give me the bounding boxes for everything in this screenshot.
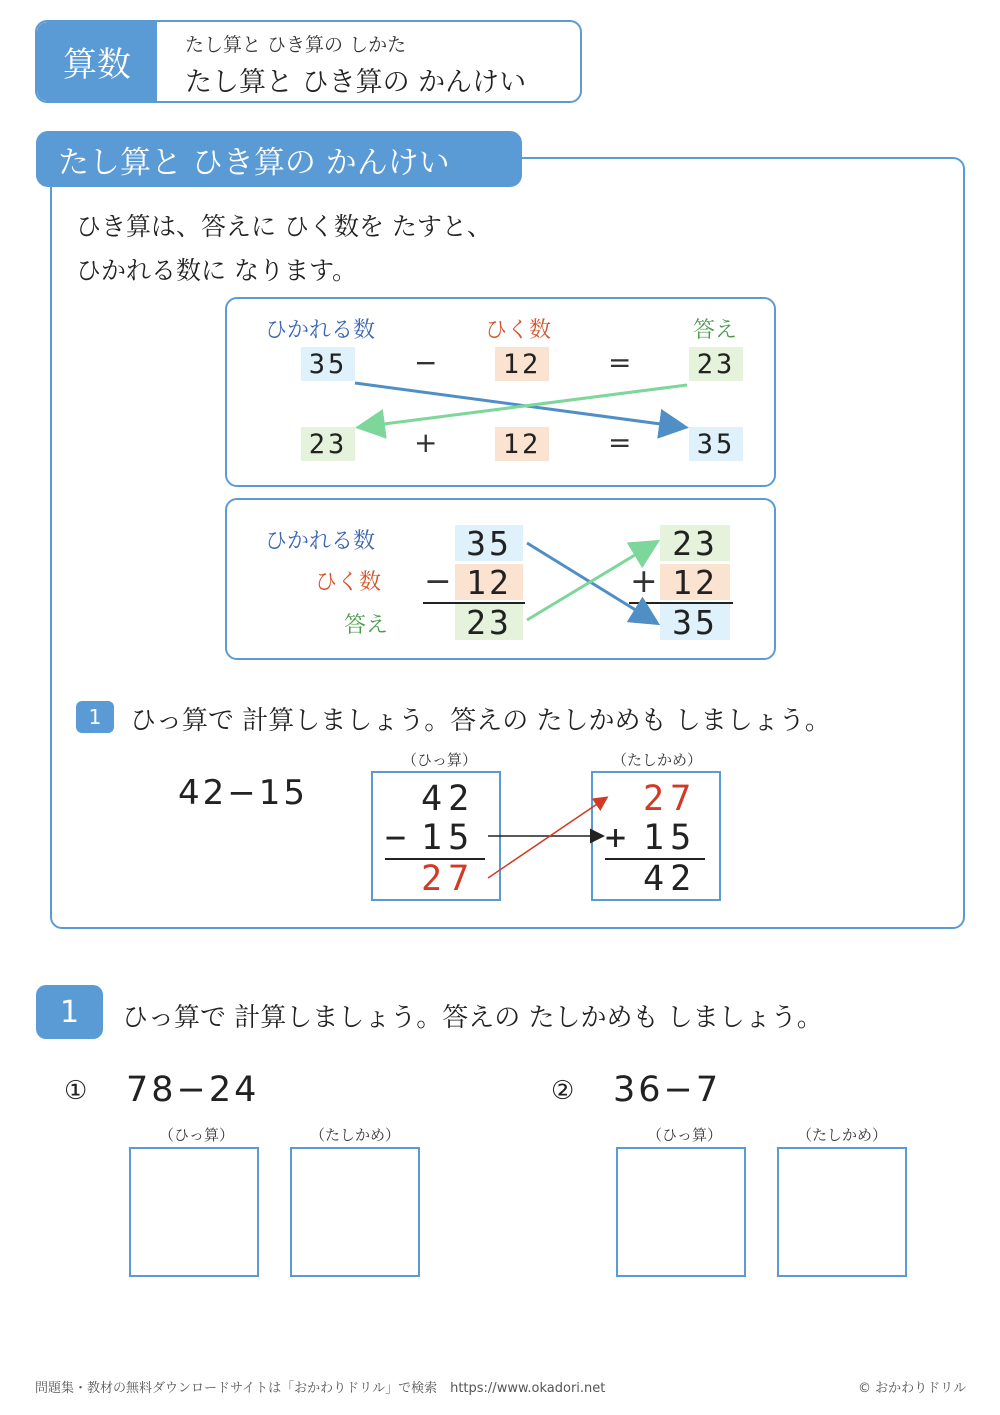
example-arrows [470,780,620,890]
problem-2-number: ② [551,1076,575,1106]
left-minus: − [424,561,452,600]
right-plus: + [630,561,658,600]
check-mid: 15 [643,818,698,858]
hissan-result: 27 [421,859,476,899]
vertical-relation-diagram [225,498,776,660]
exercise-instruction: ひっ算で 計算しましょう。答えの たしかめも しましょう。 [122,1003,823,1033]
problem-2-hissan-answer-box[interactable] [616,1147,746,1277]
row1-subtrahend: 12 [495,347,549,381]
label-subtrahend: ひく数 [485,318,552,343]
row2-sum: 35 [689,427,743,461]
problem-1-number: ① [64,1076,88,1106]
example-cap-check: （たしかめ） [612,751,703,769]
example-instruction: ひっ算で 計算しましょう。答えの たしかめも しましょう。 [130,706,831,736]
right-top: 23 [660,525,730,561]
header-title: たし算と ひき算の かんけい [185,67,527,98]
label-minuend: ひかれる数 [265,318,376,343]
intro-line-1: ひき算は、答えに ひく数を たすと、 [76,212,492,241]
left-bottom: 23 [455,604,523,640]
problem-2-cap-hissan: （ひっ算） [647,1126,723,1144]
check-op: + [605,818,633,858]
exercise-badge: 1 [36,985,103,1039]
hissan-mid: 15 [421,818,476,858]
row2-addend: 23 [301,427,355,461]
row2-addend-2: 12 [495,427,549,461]
right-bottom: 35 [660,604,730,640]
problem-1-expression: 78−24 [126,1070,260,1110]
problem-1-check-answer-box[interactable] [290,1147,420,1277]
example-badge: 1 [76,701,114,733]
problem-2-check-answer-box[interactable] [777,1147,907,1277]
footer-site-info: 問題集・教材の無料ダウンロードサイトは「おかわりドリル」で検索 https://www.okadori.net [35,1381,606,1396]
section-title: たし算と ひき算の かんけい [36,131,522,187]
row2-equals: = [608,426,632,459]
horizontal-relation-diagram [225,297,776,487]
label-subtrahend-2: ひく数 [315,570,382,595]
footer-copyright: © おかわりドリル [858,1381,967,1396]
problem-1-cap-check: （たしかめ） [310,1126,401,1144]
example-cap-hissan: （ひっ算） [402,751,478,769]
hissan-op: − [385,818,413,858]
row1-answer: 23 [689,347,743,381]
problem-2-expression: 36−7 [613,1070,722,1110]
right-mid: 12 [660,564,730,600]
header-subtitle: たし算と ひき算の しかた [185,34,407,56]
subject-label: 算数 [37,22,157,101]
problem-2-cap-check: （たしかめ） [797,1126,888,1144]
left-mid: 12 [455,564,523,600]
label-minuend-2: ひかれる数 [265,529,376,554]
row1-minus: − [414,346,438,379]
check-top: 27 [643,779,698,819]
arrow-result-copy [488,798,606,878]
problem-1-cap-hissan: （ひっ算） [159,1126,235,1144]
row1-equals: = [608,346,632,379]
left-top: 35 [455,525,523,561]
header-box [35,20,582,103]
intro-line-2: ひかれる数に なります。 [76,256,357,285]
check-result: 42 [643,859,698,899]
diagram1-arrows [227,299,778,489]
label-answer: 答え [693,318,738,343]
diagram2-arrows [227,500,778,662]
row2-plus: + [414,426,438,459]
row1-minuend: 35 [301,347,355,381]
hissan-top: 42 [421,779,476,819]
problem-1-hissan-answer-box[interactable] [129,1147,259,1277]
example-problem: 42−15 [178,773,309,813]
label-answer-2: 答え [344,613,389,638]
